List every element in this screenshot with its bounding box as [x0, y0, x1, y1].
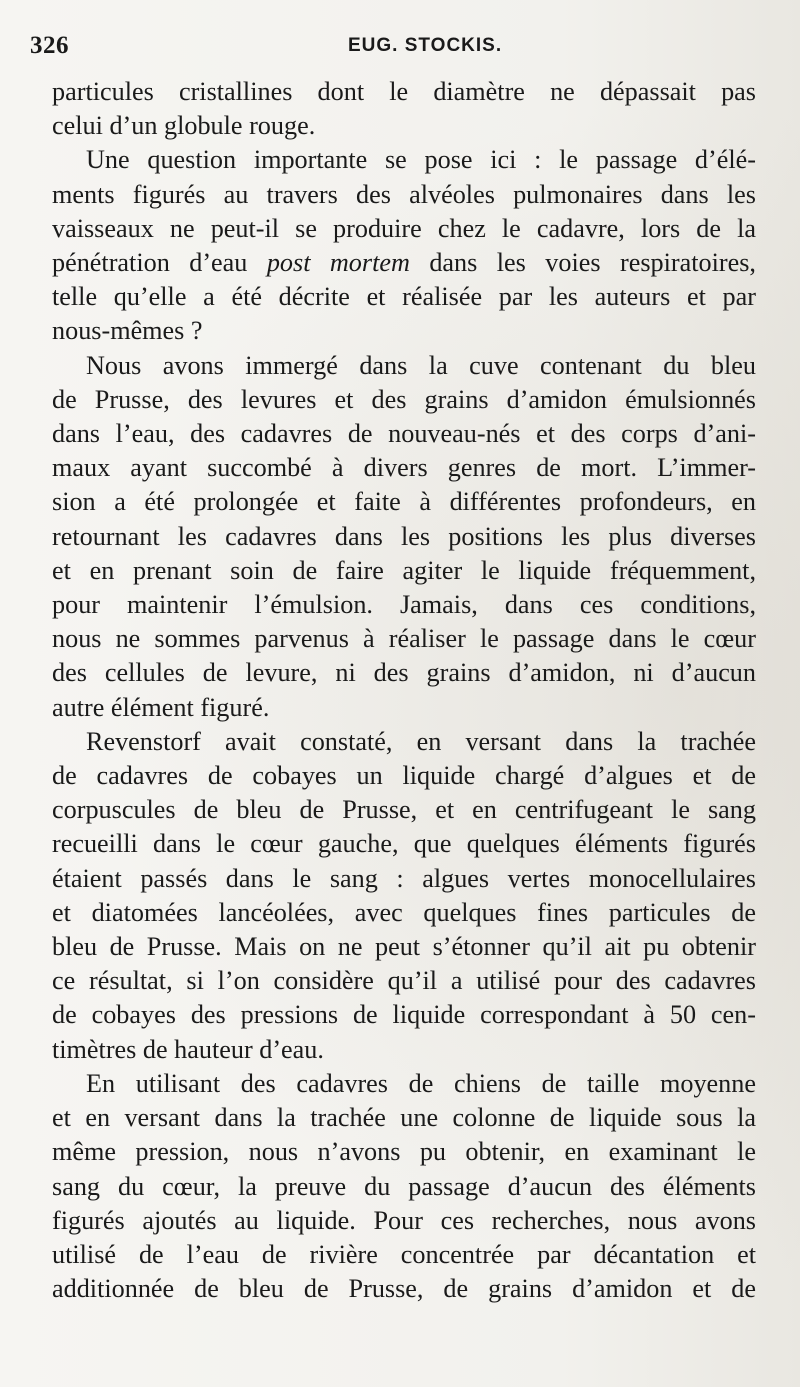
- text-line: celui d’un globule rouge.: [52, 111, 316, 141]
- text-line: retournant les cadavres dans les positions les plus diverses: [52, 521, 756, 551]
- text-line: et en prenant soin de faire agiter le liquide fréquemment,: [52, 555, 756, 585]
- paragraph-5: [52, 1067, 756, 1306]
- text-line-with-italic: pénétration d’eau post mortem dans les voies respiratoires,: [52, 248, 756, 278]
- page-number: 326: [30, 32, 69, 59]
- text-line: recueilli dans le cœur gauche, que quelques éléments figurés: [52, 829, 756, 859]
- text-line: même pression, nous n’avons pu obtenir, en examinant le: [52, 1137, 756, 1167]
- text-line: additionnée de bleu de Prusse, de grains d’amidon et de: [52, 1274, 756, 1304]
- text-line: nous ne sommes parvenus à réaliser le passage dans le cœur: [52, 624, 756, 654]
- text-line: Revenstorf avait constaté, en versant dans la trachée: [86, 726, 756, 756]
- text-line: Une question importante se pose ici : le passage d’élé-: [86, 145, 756, 175]
- running-head: EUG. STOCKIS.: [348, 35, 503, 56]
- text-line: dans l’eau, des cadavres de nouveau-nés et des corps d’ani-: [52, 419, 756, 449]
- text-line: ce résultat, si l’on considère qu’il a utilisé pour des cadavres: [52, 966, 756, 996]
- text-line: et diatomées lancéolées, avec quelques fines particules de: [52, 897, 756, 927]
- text-line: maux ayant succombé à divers genres de mort. L’immer-: [52, 453, 756, 483]
- paragraph-3: [52, 349, 756, 725]
- text-line: En utilisant des cadavres de chiens de taille moyenne: [86, 1068, 756, 1098]
- text-line: ments figurés au travers des alvéoles pulmonaires dans les: [52, 179, 756, 209]
- paragraph-1: [52, 75, 756, 143]
- body-text: [52, 75, 756, 1306]
- text-line: pour maintenir l’émulsion. Jamais, dans ces conditions,: [52, 590, 756, 620]
- text-line: de cobayes des pressions de liquide correspondant à 50 cen-: [52, 1000, 756, 1030]
- text-line: Nous avons immergé dans la cuve contenant du bleu: [86, 350, 756, 380]
- text-line: particules cristallines dont le diamètre ne dépassait pas: [52, 77, 756, 106]
- text-line: sang du cœur, la preuve du passage d’aucun des éléments: [52, 1171, 756, 1201]
- italic-phrase: post mortem: [266, 248, 410, 278]
- text-line: bleu de Prusse. Mais on ne peut s’étonner qu’il ait pu obtenir: [52, 932, 756, 962]
- text-line: nous-mêmes ?: [52, 316, 203, 346]
- text-line: étaient passés dans le sang : algues vertes monocellulaires: [52, 863, 756, 893]
- text-line: de cadavres de cobayes un liquide chargé d’algues et de: [52, 761, 756, 791]
- text-line: utilisé de l’eau de rivière concentrée par décantation et: [52, 1239, 756, 1269]
- text-line: vaisseaux ne peut-il se produire chez le cadavre, lors de la: [52, 213, 756, 243]
- text-line: corpuscules de bleu de Prusse, et en centrifugeant le sang: [52, 795, 756, 825]
- page-header: [30, 32, 770, 66]
- text-line: sion a été prolongée et faite à différentes profondeurs, en: [52, 487, 756, 517]
- text-line: de Prusse, des levures et des grains d’amidon émulsionnés: [52, 384, 756, 414]
- paragraph-4: [52, 725, 756, 1067]
- text-line: autre élément figuré.: [52, 692, 270, 722]
- text-line: figurés ajoutés au liquide. Pour ces recherches, nous avons: [52, 1205, 756, 1235]
- paragraph-2: [52, 143, 756, 348]
- text-line: telle qu’elle a été décrite et réalisée par les auteurs et par: [52, 282, 756, 312]
- text-line: et en versant dans la trachée une colonne de liquide sous la: [52, 1103, 756, 1133]
- text-line: des cellules de levure, ni des grains d’amidon, ni d’aucun: [52, 658, 756, 688]
- text-line: timètres de hauteur d’eau.: [52, 1034, 324, 1064]
